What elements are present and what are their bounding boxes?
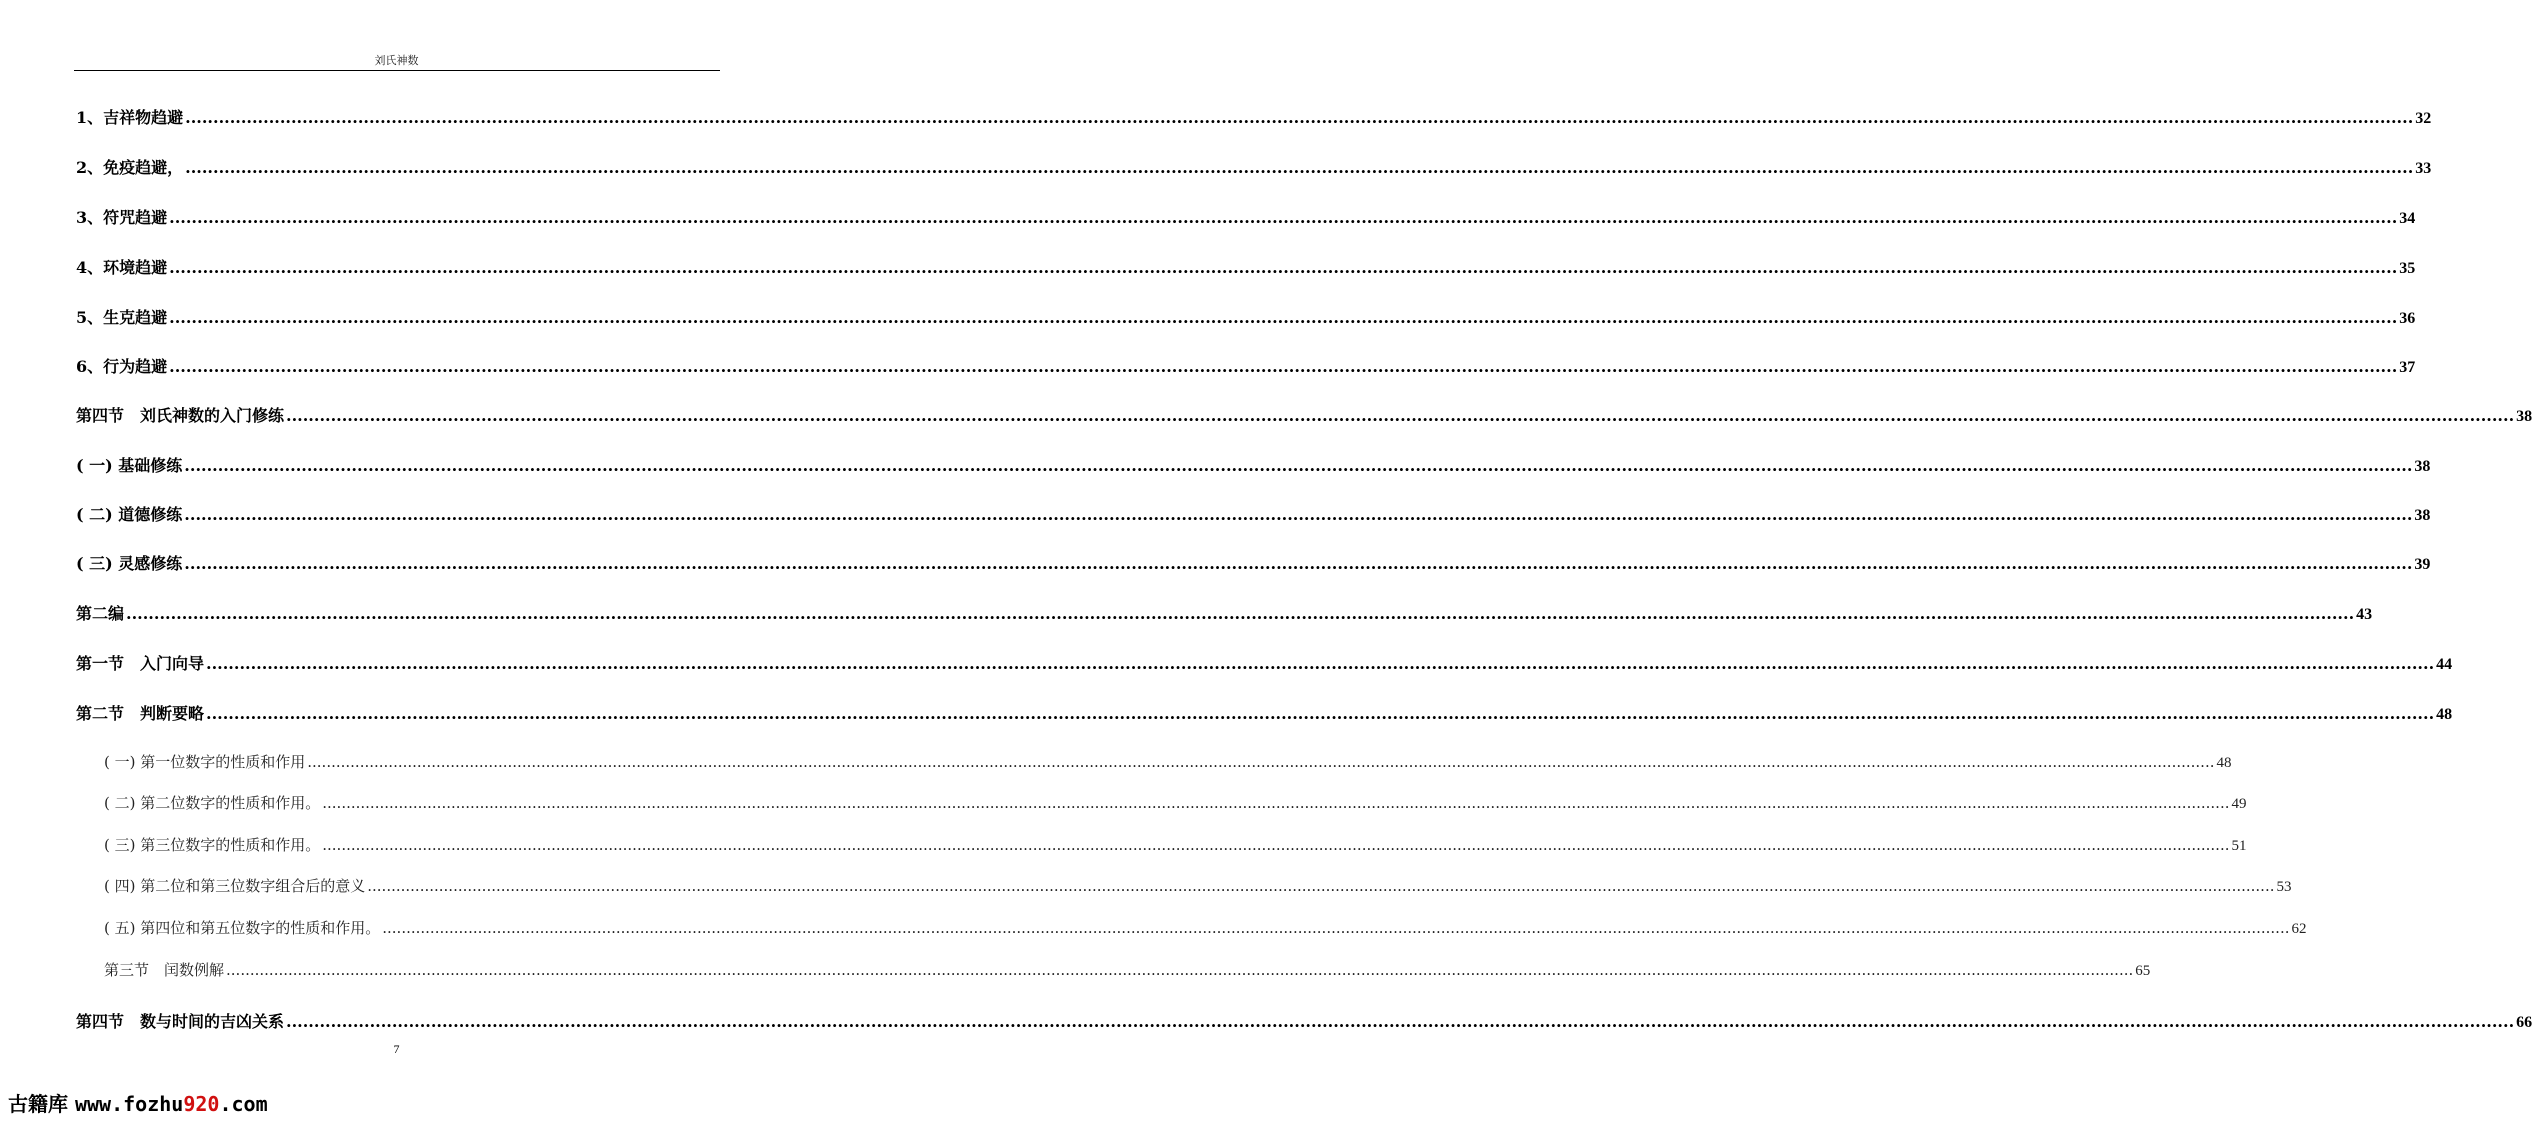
toc-entry-page: 37: [2399, 359, 2416, 376]
toc-entry-title: 第二节 判断要略: [76, 704, 205, 723]
toc-entry[interactable]: [76, 502, 2431, 525]
toc-entry-title: ( 三) 灵感修练: [76, 554, 183, 573]
toc-entry-page: 49: [2231, 796, 2247, 812]
toc-entry-page: 48: [2216, 755, 2232, 771]
toc-entry[interactable]: [76, 551, 2431, 574]
toc-entry-page: 39: [2414, 556, 2431, 573]
toc-entry-title: ( 四) 第二位和第三位数字组合后的意义: [104, 877, 366, 895]
toc-entry[interactable]: [76, 354, 2416, 377]
toc-entry[interactable]: [104, 959, 2151, 980]
toc-entry-page: 51: [2231, 838, 2247, 854]
toc-entry-title: 6、行为趋避: [76, 357, 168, 376]
toc-entry[interactable]: [76, 305, 2416, 328]
toc-entry[interactable]: [104, 875, 2292, 896]
toc-entry-page: 34: [2399, 210, 2416, 227]
toc-dot-leader: ................................................................................................................................................................................................................................................................................................................................................................................................................: [184, 456, 2413, 475]
toc-entry-page: 53: [2276, 879, 2292, 895]
toc-dot-leader: ................................................................................................................................................................................................................................................................................................................................................................................................................: [185, 158, 2414, 177]
toc-entry[interactable]: [104, 792, 2247, 813]
toc-entry[interactable]: [76, 651, 2453, 674]
toc-entry[interactable]: [76, 601, 2373, 624]
toc-entry[interactable]: [76, 403, 2532, 426]
toc-entry-title: 第四节 数与时间的吉凶关系: [76, 1012, 285, 1031]
toc-entry-title: 第二编: [76, 604, 125, 623]
toc-dot-leader: ................................................................................................................................................................................................................................................................................................................................................................................................................: [286, 1012, 2515, 1031]
header-rule: [74, 70, 720, 71]
toc-entry-title: 第三节 闰数例解: [104, 961, 225, 979]
toc-entry[interactable]: [104, 751, 2232, 772]
toc-entry[interactable]: [76, 105, 2432, 128]
toc-entry-page: 65: [2135, 963, 2151, 979]
toc-entry-title: 2、免疫趋避，: [76, 158, 184, 177]
toc-entry-page: 32: [2415, 110, 2432, 127]
watermark-site-suffix: .com: [219, 1092, 268, 1116]
toc-entry-page: 36: [2399, 310, 2416, 327]
toc-dot-leader: ................................................................................................................................................................................................................................................................................................................................................................................................................: [126, 604, 2355, 623]
toc-dot-leader: ................................................................................................................................................................................................................................................................................................................................................................................................................: [169, 258, 2398, 277]
toc-dot-leader: ................................................................................................................................................................................................................................................................................................................................................................................................................: [226, 961, 2134, 979]
toc-entry-title: 5、生克趋避: [76, 308, 168, 327]
toc-entry[interactable]: [76, 205, 2416, 228]
toc-dot-leader: ................................................................................................................................................................................................................................................................................................................................................................................................................: [322, 836, 2230, 854]
toc-entry-page: 38: [2516, 408, 2532, 425]
toc-entry-page: 62: [2291, 921, 2307, 937]
toc-entry-title: ( 二) 道德修练: [76, 505, 183, 524]
toc-entry-page: 38: [2414, 458, 2431, 475]
toc-entry-page: 38: [2414, 507, 2431, 524]
toc-entry[interactable]: [76, 1009, 2532, 1032]
toc-entry[interactable]: [104, 834, 2247, 855]
toc-entry[interactable]: [76, 155, 2432, 178]
toc-entry-page: 35: [2399, 260, 2416, 277]
toc-entry[interactable]: [76, 255, 2416, 278]
toc-dot-leader: ................................................................................................................................................................................................................................................................................................................................................................................................................: [382, 919, 2290, 937]
watermark-site-prefix: www.fozhu: [74, 1092, 184, 1116]
toc-entry-title: 3、符咒趋避: [76, 208, 168, 227]
toc-entry-title: 第一节 入门向导: [76, 654, 205, 673]
toc-entry-title: ( 一) 基础修练: [76, 456, 183, 475]
toc-entry-page: 48: [2436, 706, 2453, 723]
toc-entry-page: 44: [2436, 656, 2453, 673]
toc-entry-title: ( 三) 第三位数字的性质和作用。: [104, 836, 321, 854]
toc-entry[interactable]: [104, 917, 2307, 938]
toc-entry-page: 66: [2516, 1014, 2532, 1031]
toc-dot-leader: ................................................................................................................................................................................................................................................................................................................................................................................................................: [185, 108, 2414, 127]
toc-dot-leader: ................................................................................................................................................................................................................................................................................................................................................................................................................: [169, 308, 2398, 327]
toc-entry-title: ( 一) 第一位数字的性质和作用: [104, 753, 306, 771]
toc-entry-title: 第四节 刘氏神数的入门修练: [76, 406, 285, 425]
site-watermark: [8, 1088, 268, 1117]
toc-dot-leader: ................................................................................................................................................................................................................................................................................................................................................................................................................: [184, 505, 2413, 524]
running-header-title: 刘氏神数: [374, 54, 419, 67]
toc-entry-title: 4、环境趋避: [76, 258, 168, 277]
watermark-site-number: 920: [183, 1092, 220, 1116]
toc-dot-leader: ................................................................................................................................................................................................................................................................................................................................................................................................................: [206, 704, 2435, 723]
page-number: 7: [393, 1042, 400, 1056]
toc-entry-title: 1、吉祥物趋避: [76, 108, 184, 127]
toc-dot-leader: ................................................................................................................................................................................................................................................................................................................................................................................................................: [322, 794, 2230, 812]
toc-dot-leader: ................................................................................................................................................................................................................................................................................................................................................................................................................: [169, 357, 2398, 376]
toc-entry-title: ( 五) 第四位和第五位数字的性质和作用。: [104, 919, 381, 937]
toc-dot-leader: ................................................................................................................................................................................................................................................................................................................................................................................................................: [286, 406, 2515, 425]
toc-dot-leader: ................................................................................................................................................................................................................................................................................................................................................................................................................: [169, 208, 2398, 227]
toc-entry-page: 33: [2415, 160, 2432, 177]
watermark-brand: 古籍库: [8, 1092, 68, 1116]
toc-entry[interactable]: [76, 453, 2431, 476]
toc-entry-title: ( 二) 第二位数字的性质和作用。: [104, 794, 321, 812]
toc-dot-leader: ................................................................................................................................................................................................................................................................................................................................................................................................................: [307, 753, 2215, 771]
toc-dot-leader: ................................................................................................................................................................................................................................................................................................................................................................................................................: [184, 554, 2413, 573]
toc-entry-page: 43: [2356, 606, 2373, 623]
toc-entry[interactable]: [76, 701, 2453, 724]
toc-dot-leader: ................................................................................................................................................................................................................................................................................................................................................................................................................: [206, 654, 2435, 673]
watermark-site: [75, 1092, 268, 1116]
toc-dot-leader: ................................................................................................................................................................................................................................................................................................................................................................................................................: [367, 877, 2275, 895]
